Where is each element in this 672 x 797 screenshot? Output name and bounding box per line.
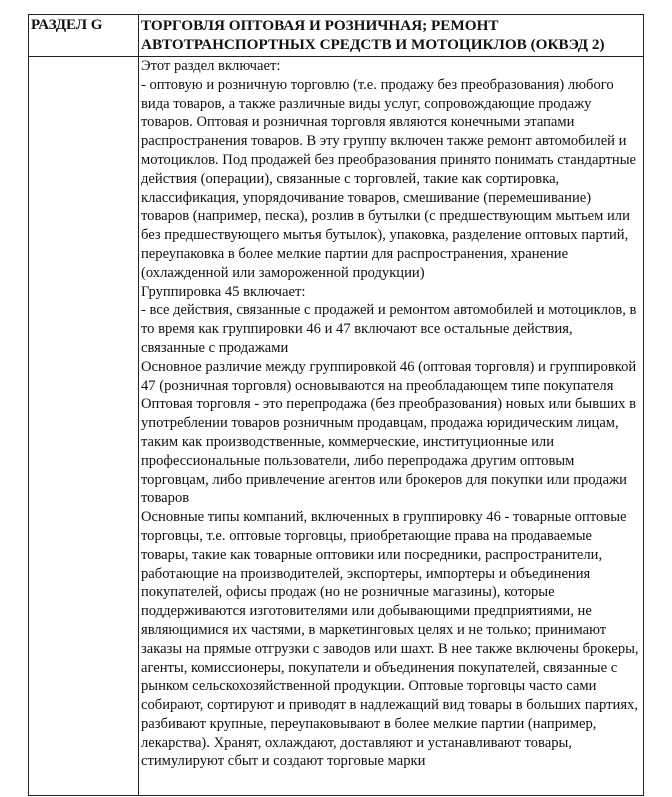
section-title: ТОРГОВЛЯ ОПТОВАЯ И РОЗНИЧНАЯ; РЕМОНТ АВТОТРАНСПОРТНЫХ СРЕДСТВ И МОТОЦИКЛОВ (ОКВЭД 2) <box>139 15 644 57</box>
description-paragraph: Группировка 45 включает: <box>141 283 306 300</box>
description-paragraph: - оптовую и розничную торговлю (т.е. продажу без преобразования) любого вида товаров, а также различные виды услуг, сопровождающие продажу товаров. Оптовая и розничная торговля являются конечными этапами распространения товаров. В эту группу включен также ремонт автомобилей и мотоциклов. Под продажей без преобразования принято понимать стандартные действия (операции), связанные с торговлей, такие как сортировка, классификация, упорядочивание товаров, смешивание (перемешивание) товаров (например, песка), розлив в бутылки (с предшествующим мытьем или без предшествующего мытья бутылок), упаковка, разделение оптовых партий, переупаковка в более мелкие партии для распространения, хранение (охлажденной или замороженной продукции) <box>141 76 637 281</box>
empty-code-cell <box>29 57 139 796</box>
description-paragraph: - все действия, связанные с продажей и ремонтом автомобилей и мотоциклов, в то время как группировки 46 и 47 включают все остальные действия, связанные с продажами <box>141 302 637 356</box>
section-code: РАЗДЕЛ G <box>29 15 139 57</box>
description-paragraph: Оптовая торговля - это перепродажа (без преобразования) новых или бывших в употреблении товаров розничным продавцам, продажа юридическим лицам, таким как производственные, коммерческие, институционные или профессиональные пользователи, либо перепродажа другим оптовым торговцам, либо привлечение агентов или брокеров для покупки или продажи товаров <box>141 396 637 507</box>
section-description <box>139 57 644 796</box>
description-paragraph: Этот раздел включает: <box>141 58 281 74</box>
section-header-row <box>29 15 644 57</box>
description-paragraph: Основные типы компаний, включенных в группировку 46 - товарные оптовые торговцы, т.е. оптовые торговцы, приобретающие права на продаваемые товары, такие как товарные оптовики или посредники, распространители, работающие на производителей, экспортеры, импортеры и объединения покупателей, офисы продаж (но не розничные магазины), которые поддерживаются изготовителями или добывающими предприятиями, не являющимися их частями, в маркетинговых целях и не только; принимают заказы на прямые отгрузки с заводов или шахт. В нее также включены брокеры, агенты, комиссионеры, покупатели и объединения покупателей, связанные с рынком сельскохозяйственной продукции. Оптовые торговцы часто сами собирают, сортируют и приводят в надлежащий вид товары в больших партиях, разбивают крупные, переупаковывают в более мелкие партии (например, лекарства). Хранят, охлаждают, доставляют и устанавливают товары, стимулируют сбыт и создают торговые марки <box>141 509 639 770</box>
classification-table <box>28 14 644 796</box>
description-paragraph: Основное различие между группировкой 46 (оптовая торговля) и группировкой 47 (розничная торговля) основываются на преобладающем типе покупателя <box>141 358 637 394</box>
section-body-row <box>29 57 644 796</box>
